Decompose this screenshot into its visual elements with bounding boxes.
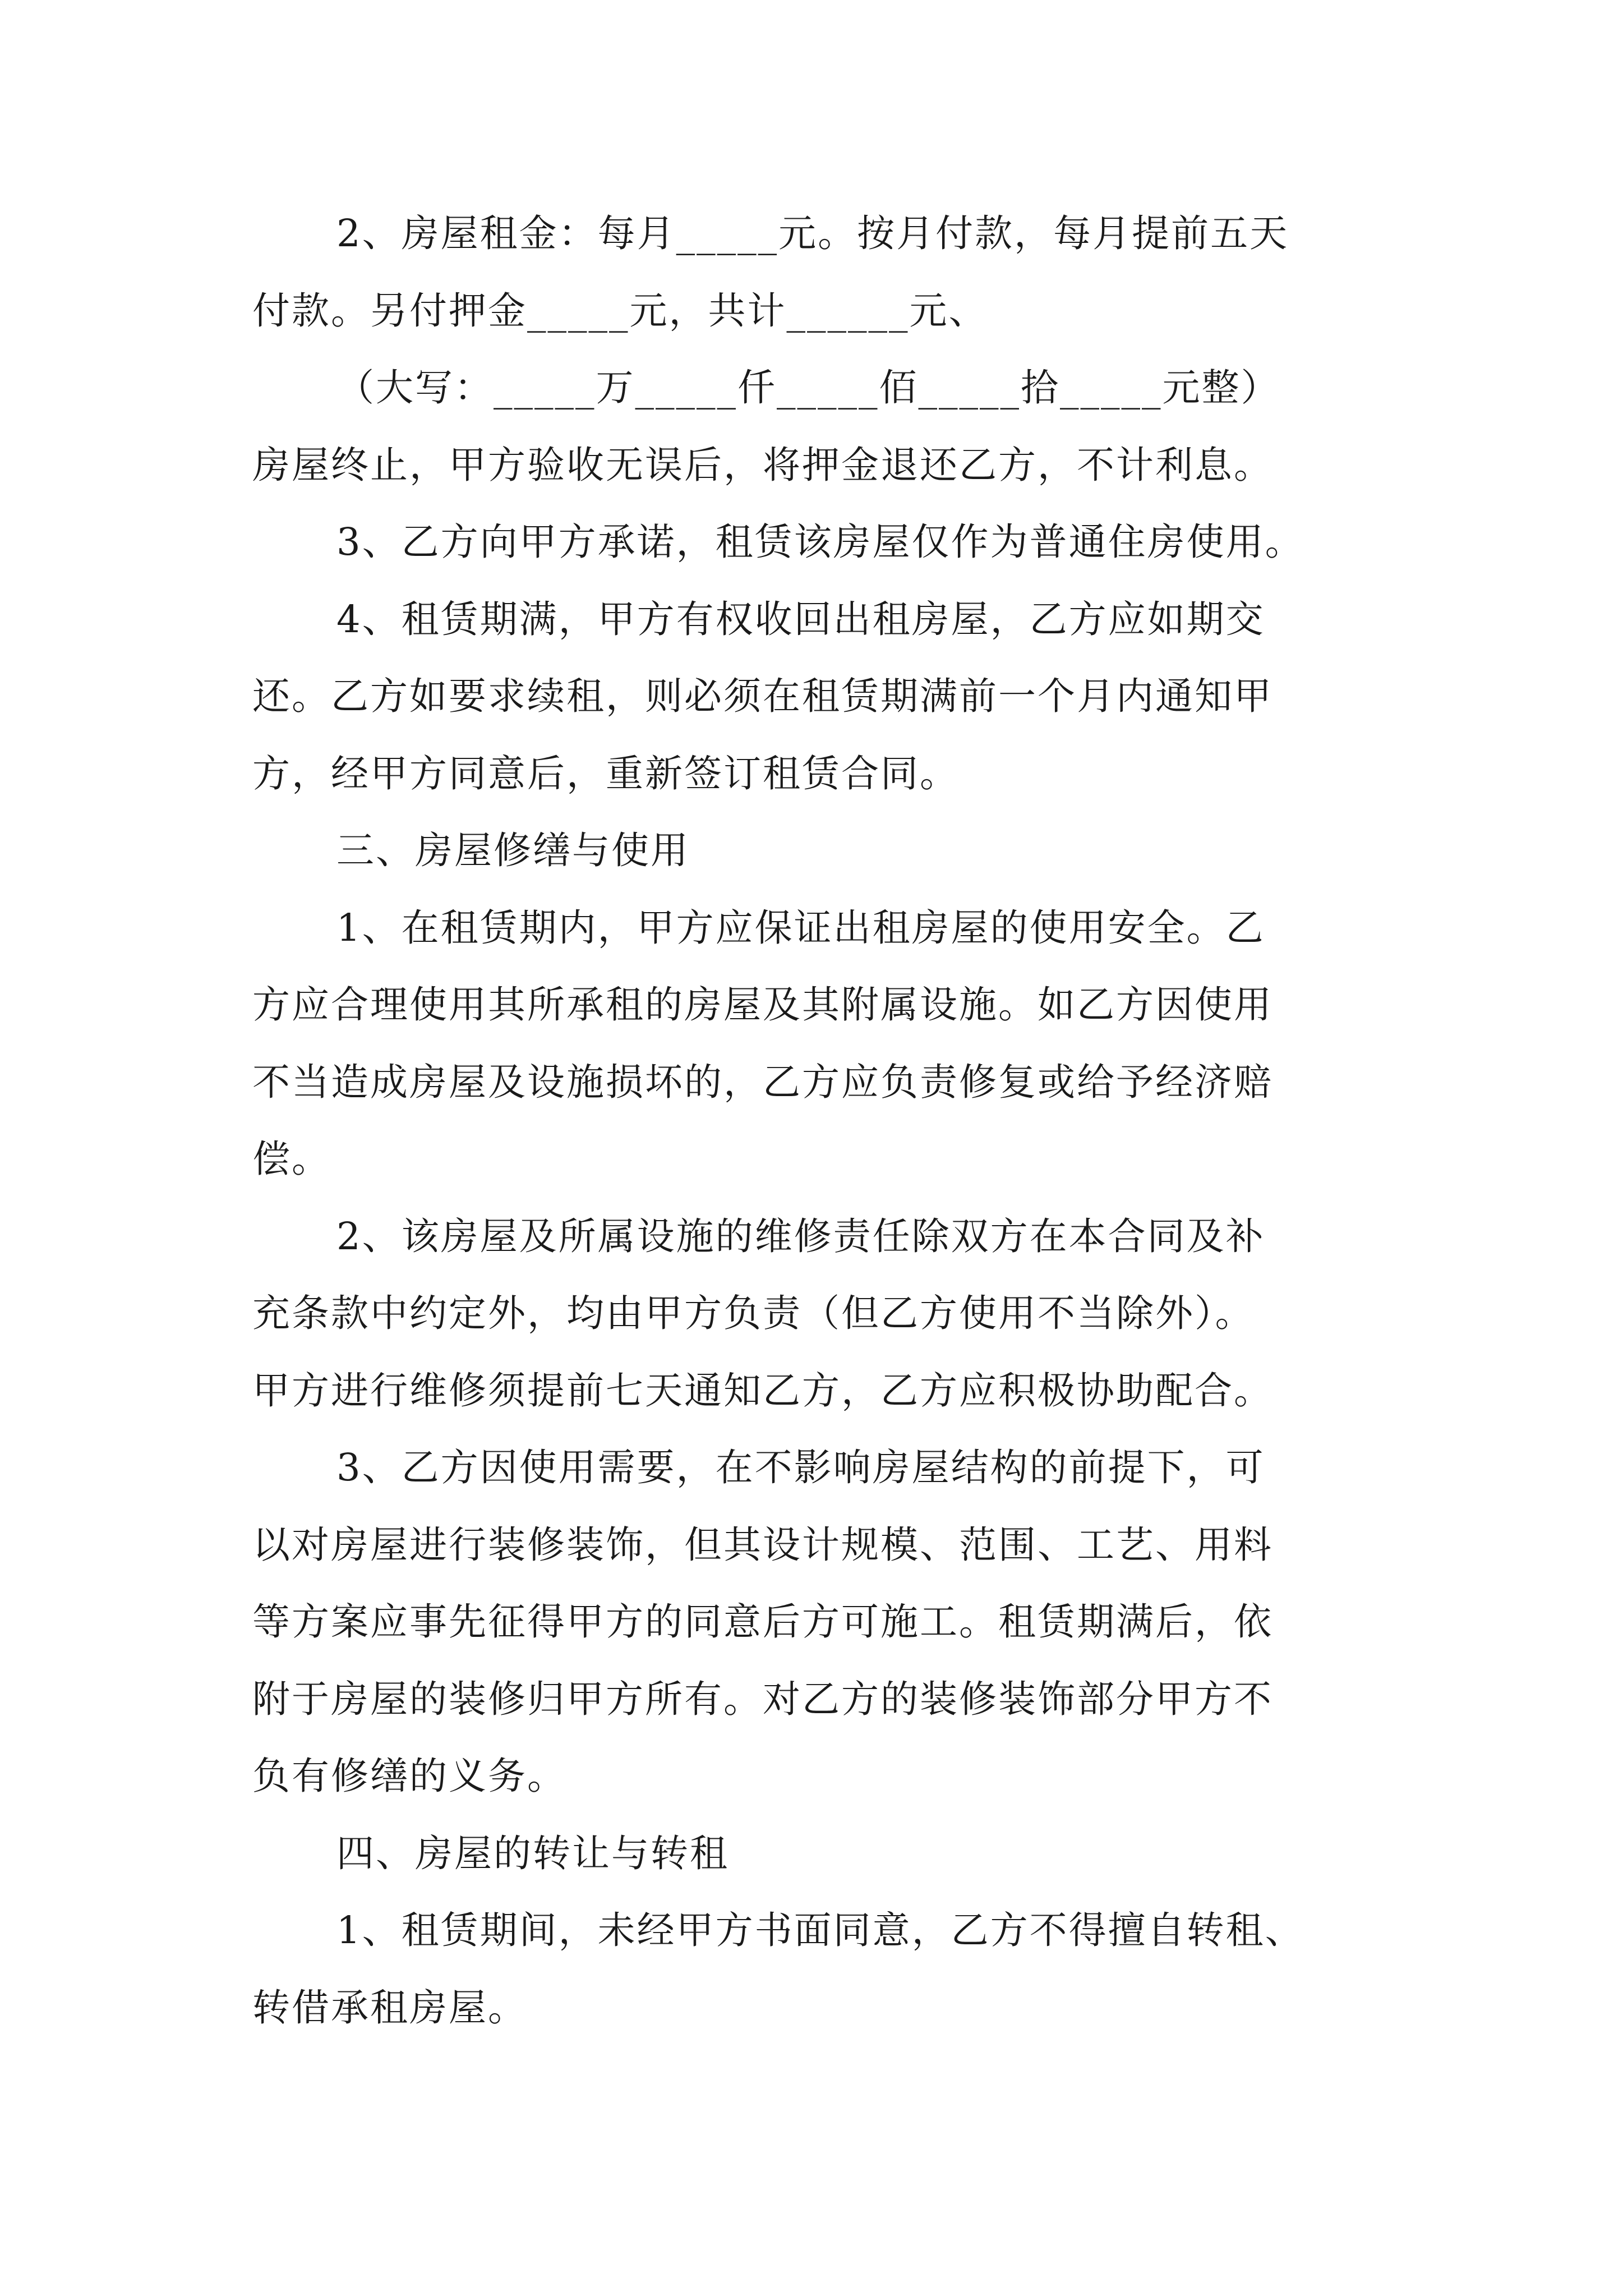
text-line: 3、乙方因使用需要，在不影响房屋结构的前提下，可 bbox=[336, 1446, 1265, 1489]
text-line: 3、乙方向甲方承诺，租赁该房屋仅作为普通住房使用。 bbox=[336, 520, 1304, 564]
text-line: 还。乙方如要求续租，则必须在租赁期满前一个月内通知甲 bbox=[252, 674, 1273, 718]
text-line: 不当造成房屋及设施损坏的，乙方应负责修复或给予经济赔 bbox=[252, 1060, 1273, 1104]
text-line: 方，经甲方同意后，重新签订租赁合同。 bbox=[252, 751, 959, 795]
text-line: 甲方进行维修须提前七天通知乙方，乙方应积极协助配合。 bbox=[252, 1368, 1273, 1412]
section-heading: 三、房屋修缮与使用 bbox=[336, 829, 690, 872]
text-line: 转借承租房屋。 bbox=[252, 1985, 527, 2030]
text-line: 付款。另付押金_____元，共计______元、 bbox=[252, 288, 988, 333]
text-line: 2、房屋租金：每月_____元。按月付款，每月提前五天 bbox=[336, 211, 1289, 255]
text-line: 偿。 bbox=[252, 1137, 331, 1181]
text-line: 2、该房屋及所属设施的维修责任除双方在本合同及补 bbox=[336, 1214, 1265, 1258]
text-line: 附于房屋的装修归甲方所有。对乙方的装修装饰部分甲方不 bbox=[252, 1677, 1273, 1721]
contract-text bbox=[252, 195, 1419, 2046]
text-line: 4、租赁期满，甲方有权收回出租房屋，乙方应如期交 bbox=[336, 597, 1265, 641]
text-line: 方应合理使用其所承租的房屋及其附属设施。如乙方因使用 bbox=[252, 983, 1273, 1027]
text-line: 1、在租赁期内，甲方应保证出租房屋的使用安全。乙 bbox=[336, 905, 1265, 950]
text-line: 等方案应事先征得甲方的同意后方可施工。租赁期满后，依 bbox=[252, 1600, 1273, 1644]
text-line: 房屋终止，甲方验收无误后，将押金退还乙方，不计利息。 bbox=[252, 443, 1273, 487]
text-line: 1、租赁期间，未经甲方书面同意，乙方不得擅自转租、 bbox=[336, 1908, 1304, 1952]
text-line: （大写：_____万_____仟_____佰_____拾_____元整） bbox=[336, 366, 1280, 409]
text-line: 充条款中约定外，均由甲方负责（但乙方使用不当除外）。 bbox=[252, 1291, 1255, 1335]
text-line: 负有修缮的义务。 bbox=[252, 1754, 566, 1798]
section-heading: 四、房屋的转让与转租 bbox=[336, 1831, 729, 1875]
text-line: 以对房屋进行装修装饰，但其设计规模、范围、工艺、用料 bbox=[252, 1522, 1273, 1567]
